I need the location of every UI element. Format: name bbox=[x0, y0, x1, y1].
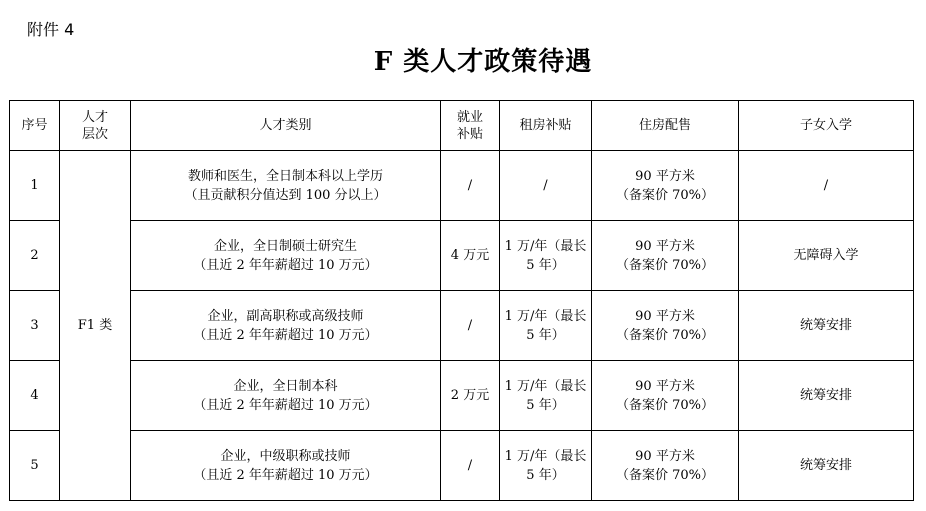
cell-rent bbox=[500, 291, 592, 361]
cell-children: 统筹安排 bbox=[739, 431, 914, 501]
category-line2: （且近 2 年年薪超过 10 万元） bbox=[193, 467, 378, 483]
header-level-line1: 人才 bbox=[81, 109, 108, 125]
header-rent: 租房补贴 bbox=[500, 101, 592, 151]
rent-line2: 5 年） bbox=[526, 257, 565, 273]
cell-rent: / bbox=[500, 151, 592, 221]
housing-line2: （备案价 70%） bbox=[615, 397, 715, 413]
cell-seq: 5 bbox=[10, 431, 60, 501]
cell-category bbox=[131, 221, 441, 291]
rent-line1: 1 万/年（最长 bbox=[504, 238, 587, 254]
cell-housing bbox=[592, 221, 739, 291]
rent-line1: 1 万/年（最长 bbox=[504, 308, 587, 324]
cell-children: 统筹安排 bbox=[739, 361, 914, 431]
header-subsidy-line1: 就业 bbox=[456, 109, 483, 125]
rent-line2: 5 年） bbox=[526, 327, 565, 343]
table-row bbox=[10, 221, 914, 291]
attachment-label: 附件 4 bbox=[27, 20, 75, 39]
housing-line2: （备案价 70%） bbox=[615, 327, 715, 343]
cell-subsidy: / bbox=[441, 151, 500, 221]
housing-line1: 90 平方米 bbox=[635, 448, 695, 464]
cell-seq: 2 bbox=[10, 221, 60, 291]
table-row bbox=[10, 291, 914, 361]
cell-housing bbox=[592, 151, 739, 221]
cell-rent bbox=[500, 431, 592, 501]
header-subsidy-line2: 补贴 bbox=[456, 126, 483, 142]
rent-line2: 5 年） bbox=[526, 397, 565, 413]
cell-subsidy: / bbox=[441, 431, 500, 501]
cell-children: / bbox=[739, 151, 914, 221]
cell-seq: 4 bbox=[10, 361, 60, 431]
cell-subsidy: / bbox=[441, 291, 500, 361]
category-line1: 企业，副高职称或高级技师 bbox=[207, 308, 364, 324]
cell-subsidy: 2 万元 bbox=[441, 361, 500, 431]
cell-housing bbox=[592, 431, 739, 501]
table-header-row bbox=[10, 101, 914, 151]
cell-housing bbox=[592, 291, 739, 361]
category-line1: 企业，全日制本科 bbox=[233, 378, 338, 394]
category-line2: （且贡献积分值达到 100 分以上） bbox=[184, 187, 387, 203]
housing-line1: 90 平方米 bbox=[635, 308, 695, 324]
header-level-line2: 层次 bbox=[81, 126, 108, 142]
housing-line2: （备案价 70%） bbox=[615, 467, 715, 483]
cell-seq: 1 bbox=[10, 151, 60, 221]
cell-housing bbox=[592, 361, 739, 431]
cell-children: 无障碍入学 bbox=[739, 221, 914, 291]
header-children: 子女入学 bbox=[739, 101, 914, 151]
talent-policy-table bbox=[9, 100, 914, 501]
category-line1: 教师和医生，全日制本科以上学历 bbox=[187, 168, 383, 184]
housing-line1: 90 平方米 bbox=[635, 378, 695, 394]
header-housing: 住房配售 bbox=[592, 101, 739, 151]
housing-line2: （备案价 70%） bbox=[615, 257, 715, 273]
cell-category bbox=[131, 361, 441, 431]
table-row bbox=[10, 151, 914, 221]
table-row bbox=[10, 361, 914, 431]
cell-subsidy: 4 万元 bbox=[441, 221, 500, 291]
housing-line1: 90 平方米 bbox=[635, 238, 695, 254]
cell-children: 统筹安排 bbox=[739, 291, 914, 361]
cell-category bbox=[131, 291, 441, 361]
category-line2: （且近 2 年年薪超过 10 万元） bbox=[193, 327, 378, 343]
category-line2: （且近 2 年年薪超过 10 万元） bbox=[193, 397, 378, 413]
table-row bbox=[10, 431, 914, 501]
header-level bbox=[60, 101, 131, 151]
header-category: 人才类别 bbox=[131, 101, 441, 151]
cell-level: F1 类 bbox=[60, 151, 131, 501]
header-subsidy bbox=[441, 101, 500, 151]
cell-rent bbox=[500, 361, 592, 431]
category-line1: 企业，中级职称或技师 bbox=[220, 448, 351, 464]
document-title: F 类人才政策待遇 bbox=[373, 47, 593, 77]
cell-category bbox=[131, 151, 441, 221]
cell-rent bbox=[500, 221, 592, 291]
rent-line1: 1 万/年（最长 bbox=[504, 378, 587, 394]
rent-line2: 5 年） bbox=[526, 467, 565, 483]
rent-line1: 1 万/年（最长 bbox=[504, 448, 587, 464]
housing-line2: （备案价 70%） bbox=[615, 187, 715, 203]
cell-category bbox=[131, 431, 441, 501]
category-line2: （且近 2 年年薪超过 10 万元） bbox=[193, 257, 378, 273]
cell-seq: 3 bbox=[10, 291, 60, 361]
housing-line1: 90 平方米 bbox=[635, 168, 695, 184]
category-line1: 企业，全日制硕士研究生 bbox=[213, 238, 357, 254]
header-seq: 序号 bbox=[10, 101, 60, 151]
